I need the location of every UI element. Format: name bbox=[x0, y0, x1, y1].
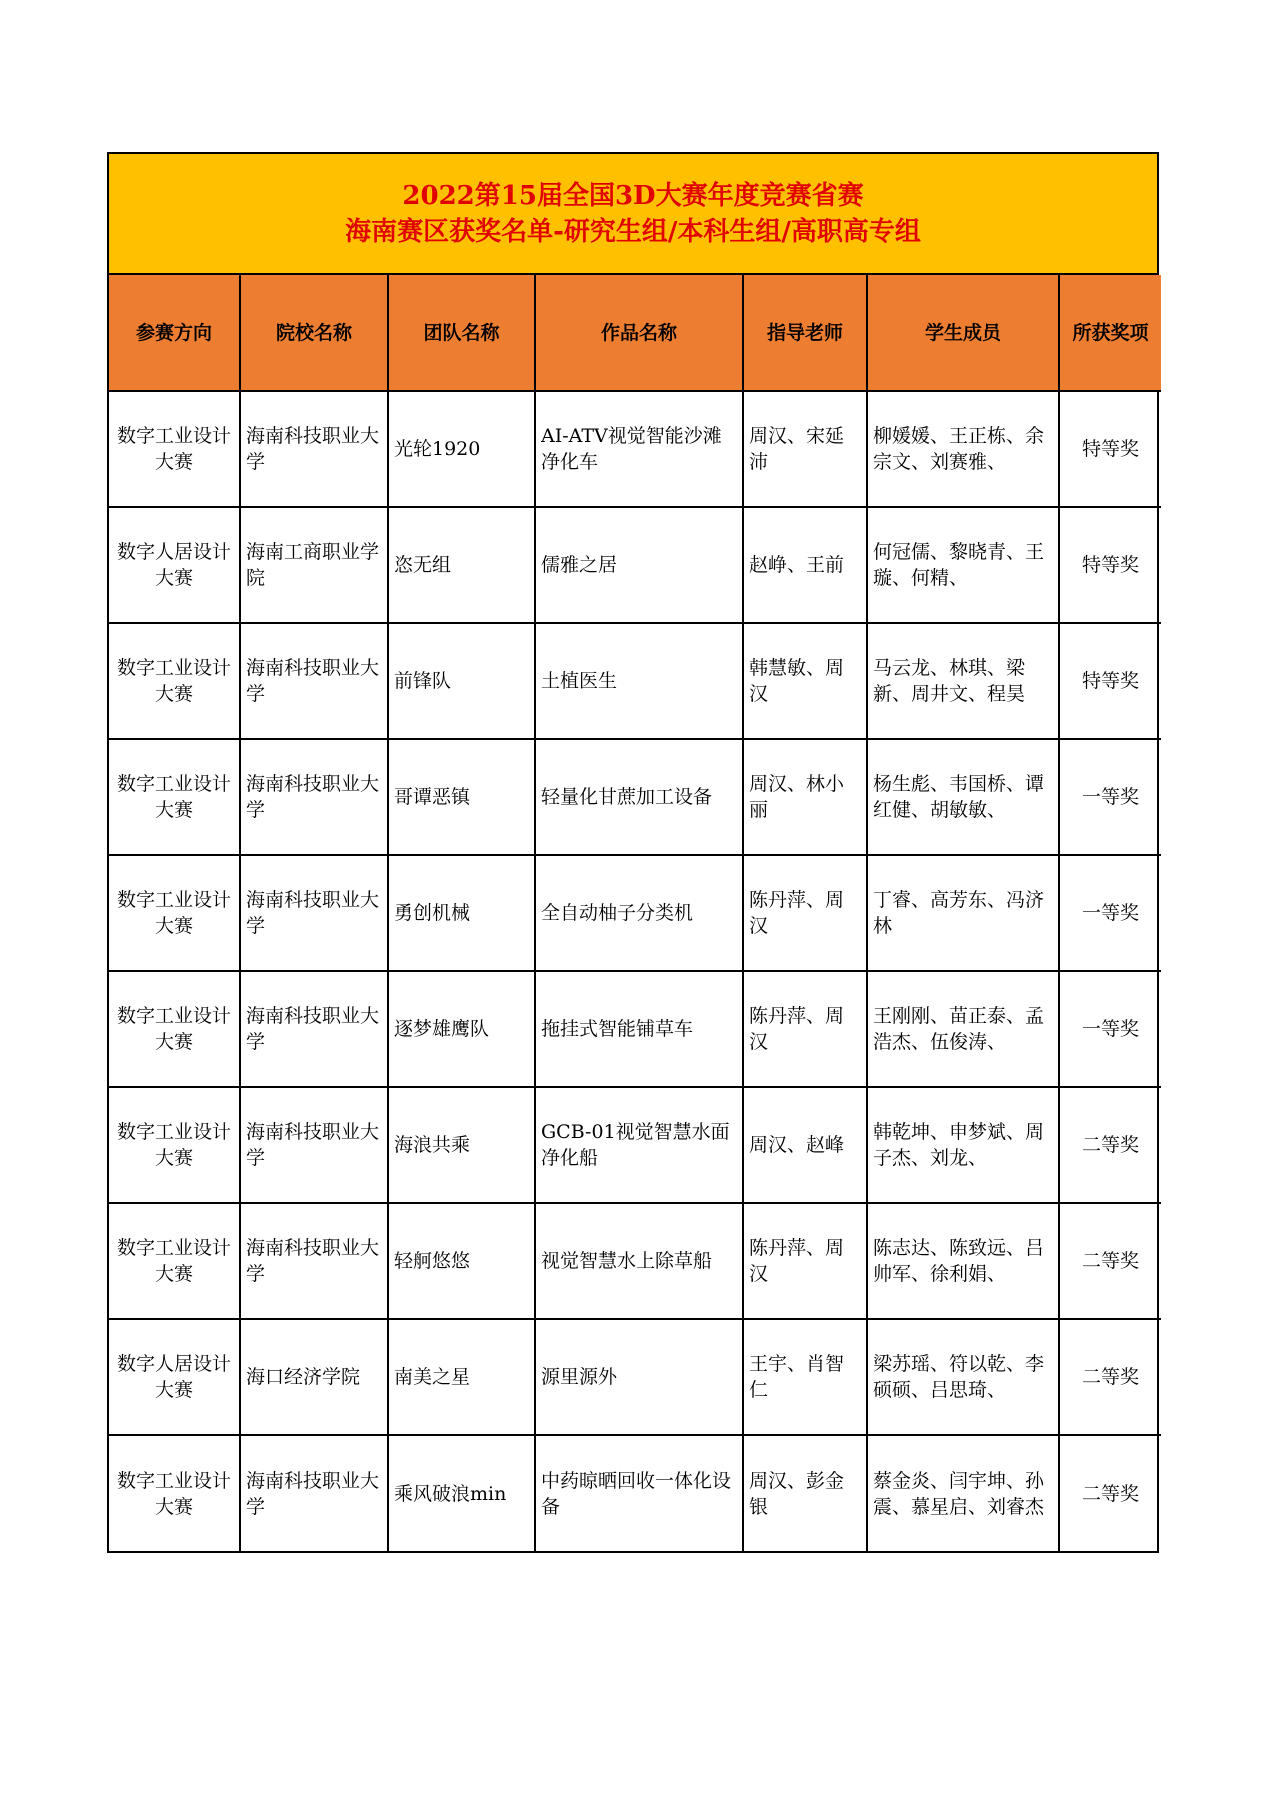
cell-school bbox=[240, 391, 388, 507]
header-team: 团队名称 bbox=[388, 275, 535, 391]
cell-teacher-text: 陈丹萍、周汉 bbox=[749, 1005, 845, 1053]
cell-teacher-text: 赵峥、王前 bbox=[749, 554, 845, 576]
cell-team bbox=[388, 507, 535, 623]
cell-team bbox=[388, 855, 535, 971]
cell-work-text: 中药晾晒回收一体化设备 bbox=[541, 1469, 732, 1518]
cell-award bbox=[1059, 507, 1161, 623]
cell-students-text: 王刚刚、苗正泰、孟浩杰、伍俊涛、 bbox=[873, 1005, 1045, 1053]
award-list-sheet bbox=[107, 152, 1159, 1553]
title-line-1: 2022第15届全国3D大赛年度竞赛省赛 bbox=[402, 180, 864, 211]
cell-team-text: 轻舸悠悠 bbox=[394, 1250, 471, 1272]
cell-teacher bbox=[743, 739, 867, 855]
cell-direction bbox=[109, 507, 240, 623]
cell-direction-text: 数字人居设计大赛 bbox=[116, 541, 231, 589]
cell-school-text: 海口经济学院 bbox=[246, 1366, 361, 1388]
table-row bbox=[109, 391, 1161, 507]
cell-teacher-text: 陈丹萍、周汉 bbox=[749, 1237, 845, 1285]
cell-teacher-text: 王宇、肖智仁 bbox=[749, 1353, 845, 1401]
cell-teacher-text: 韩慧敏、周汉 bbox=[749, 657, 845, 705]
header-school: 院校名称 bbox=[240, 275, 388, 391]
cell-school-text: 海南科技职业大学 bbox=[246, 773, 380, 821]
cell-direction bbox=[109, 1435, 240, 1551]
cell-students-text: 何冠儒、黎晓青、王璇、何精、 bbox=[873, 541, 1045, 589]
cell-direction-text: 数字人居设计大赛 bbox=[116, 1353, 231, 1401]
cell-work-text: 拖挂式智能铺草车 bbox=[541, 1018, 694, 1040]
cell-school-text: 海南科技职业大学 bbox=[246, 1469, 380, 1518]
cell-school bbox=[240, 1435, 388, 1551]
cell-team-text: 前锋队 bbox=[394, 670, 452, 692]
cell-work-text: 土植医生 bbox=[541, 670, 618, 692]
cell-students-text: 丁睿、高芳东、冯济林 bbox=[873, 889, 1045, 937]
cell-teacher bbox=[743, 1319, 867, 1435]
cell-students bbox=[867, 1435, 1059, 1551]
cell-team-text: 哥谭恶镇 bbox=[394, 786, 471, 808]
table-row bbox=[109, 507, 1161, 623]
cell-award-text: 特等奖 bbox=[1081, 670, 1139, 692]
cell-work bbox=[535, 855, 743, 971]
cell-school-text: 海南科技职业大学 bbox=[246, 889, 380, 937]
cell-teacher bbox=[743, 1087, 867, 1203]
cell-award-text: 一等奖 bbox=[1081, 902, 1139, 924]
cell-school bbox=[240, 507, 388, 623]
table-row bbox=[109, 739, 1161, 855]
cell-students-text: 梁苏瑶、符以乾、李硕硕、吕思琦、 bbox=[873, 1353, 1045, 1401]
cell-award-text: 一等奖 bbox=[1081, 786, 1139, 808]
cell-team bbox=[388, 391, 535, 507]
cell-direction bbox=[109, 1319, 240, 1435]
cell-award-text: 特等奖 bbox=[1081, 438, 1139, 460]
cell-students-text: 马云龙、林琪、梁新、周井文、程昊 bbox=[873, 657, 1026, 705]
cell-direction bbox=[109, 391, 240, 507]
cell-students-text: 蔡金炎、闫宇坤、孙震、慕星启、刘睿杰 bbox=[873, 1469, 1045, 1518]
cell-work bbox=[535, 623, 743, 739]
cell-direction-text: 数字工业设计大赛 bbox=[116, 425, 231, 473]
header-direction: 参赛方向 bbox=[109, 275, 240, 391]
cell-work bbox=[535, 507, 743, 623]
cell-team bbox=[388, 1319, 535, 1435]
cell-work-text: GCB-01视觉智慧水面净化船 bbox=[541, 1121, 730, 1169]
cell-students bbox=[867, 855, 1059, 971]
cell-students bbox=[867, 1203, 1059, 1319]
cell-students-text: 韩乾坤、申梦斌、周子杰、刘龙、 bbox=[873, 1121, 1045, 1169]
cell-work-text: 全自动柚子分类机 bbox=[541, 902, 694, 924]
cell-students bbox=[867, 623, 1059, 739]
cell-teacher-text: 周汉、彭金银 bbox=[749, 1469, 845, 1518]
sheet-title bbox=[109, 154, 1157, 275]
cell-direction bbox=[109, 855, 240, 971]
cell-team bbox=[388, 1203, 535, 1319]
cell-school bbox=[240, 971, 388, 1087]
cell-direction bbox=[109, 1087, 240, 1203]
cell-award bbox=[1059, 623, 1161, 739]
header-work: 作品名称 bbox=[535, 275, 743, 391]
cell-team-text: 逐梦雄鹰队 bbox=[394, 1018, 490, 1040]
cell-team-text: 海浪共乘 bbox=[394, 1134, 471, 1156]
cell-students-text: 杨生彪、韦国桥、谭红健、胡敏敏、 bbox=[873, 773, 1045, 821]
cell-teacher-text: 周汉、赵峰 bbox=[749, 1134, 845, 1156]
cell-school-text: 海南科技职业大学 bbox=[246, 657, 380, 705]
cell-direction-text: 数字工业设计大赛 bbox=[116, 1469, 231, 1518]
cell-teacher bbox=[743, 1435, 867, 1551]
cell-teacher bbox=[743, 971, 867, 1087]
cell-students bbox=[867, 1319, 1059, 1435]
cell-school-text: 海南科技职业大学 bbox=[246, 1005, 380, 1053]
cell-school-text: 海南科技职业大学 bbox=[246, 425, 380, 473]
cell-students bbox=[867, 739, 1059, 855]
cell-award-text: 特等奖 bbox=[1081, 554, 1139, 576]
table-body bbox=[109, 391, 1161, 1551]
cell-award-text: 二等奖 bbox=[1081, 1366, 1139, 1388]
cell-work bbox=[535, 739, 743, 855]
cell-work bbox=[535, 971, 743, 1087]
cell-school bbox=[240, 1087, 388, 1203]
cell-direction bbox=[109, 1203, 240, 1319]
header-award: 所获奖项 bbox=[1059, 275, 1161, 391]
cell-work bbox=[535, 1087, 743, 1203]
cell-teacher bbox=[743, 507, 867, 623]
cell-team-text: 南美之星 bbox=[394, 1366, 471, 1388]
cell-award-text: 二等奖 bbox=[1081, 1482, 1139, 1505]
header-row bbox=[109, 275, 1161, 391]
cell-work-text: 轻量化甘蔗加工设备 bbox=[541, 786, 713, 808]
cell-school-text: 海南科技职业大学 bbox=[246, 1121, 380, 1169]
cell-students bbox=[867, 507, 1059, 623]
table-row bbox=[109, 855, 1161, 971]
cell-award-text: 二等奖 bbox=[1081, 1250, 1139, 1272]
table-row bbox=[109, 1319, 1161, 1435]
cell-award bbox=[1059, 1087, 1161, 1203]
award-table bbox=[109, 275, 1161, 1551]
table-row bbox=[109, 1087, 1161, 1203]
cell-award bbox=[1059, 739, 1161, 855]
cell-school-text: 海南工商职业学院 bbox=[246, 541, 380, 589]
cell-teacher-text: 周汉、林小丽 bbox=[749, 773, 845, 821]
cell-team bbox=[388, 971, 535, 1087]
cell-students-text: 柳媛媛、王正栋、余宗文、刘赛雅、 bbox=[873, 425, 1045, 473]
cell-team bbox=[388, 739, 535, 855]
cell-work-text: AI-ATV视觉智能沙滩净化车 bbox=[541, 425, 722, 473]
cell-work bbox=[535, 1203, 743, 1319]
cell-award-text: 一等奖 bbox=[1081, 1018, 1139, 1040]
cell-teacher-text: 陈丹萍、周汉 bbox=[749, 889, 845, 937]
cell-direction-text: 数字工业设计大赛 bbox=[116, 1237, 231, 1285]
cell-direction bbox=[109, 739, 240, 855]
header-students: 学生成员 bbox=[867, 275, 1059, 391]
cell-team-text: 恣无组 bbox=[394, 554, 452, 576]
title-line-2: 海南赛区获奖名单-研究生组/本科生组/高职高专组 bbox=[345, 216, 921, 247]
cell-team-text: 勇创机械 bbox=[394, 902, 471, 924]
cell-school bbox=[240, 855, 388, 971]
cell-students bbox=[867, 1087, 1059, 1203]
cell-work bbox=[535, 391, 743, 507]
cell-award bbox=[1059, 1203, 1161, 1319]
cell-school bbox=[240, 1319, 388, 1435]
cell-team bbox=[388, 1435, 535, 1551]
cell-school-text: 海南科技职业大学 bbox=[246, 1237, 380, 1285]
cell-team bbox=[388, 623, 535, 739]
cell-teacher bbox=[743, 391, 867, 507]
header-teacher: 指导老师 bbox=[743, 275, 867, 391]
cell-school bbox=[240, 623, 388, 739]
cell-work-text: 儒雅之居 bbox=[541, 554, 618, 576]
cell-teacher bbox=[743, 1203, 867, 1319]
cell-teacher bbox=[743, 855, 867, 971]
cell-direction-text: 数字工业设计大赛 bbox=[116, 657, 231, 705]
table-row bbox=[109, 971, 1161, 1087]
cell-award bbox=[1059, 1319, 1161, 1435]
cell-direction-text: 数字工业设计大赛 bbox=[116, 889, 231, 937]
cell-award bbox=[1059, 1435, 1161, 1551]
cell-award bbox=[1059, 855, 1161, 971]
cell-school bbox=[240, 1203, 388, 1319]
cell-students bbox=[867, 391, 1059, 507]
cell-award bbox=[1059, 971, 1161, 1087]
cell-students bbox=[867, 971, 1059, 1087]
cell-award-text: 二等奖 bbox=[1081, 1134, 1139, 1156]
table-row bbox=[109, 1435, 1161, 1551]
cell-teacher-text: 周汉、宋延沛 bbox=[749, 425, 845, 473]
cell-team-text: 光轮1920 bbox=[394, 438, 481, 460]
cell-team-text: 乘风破浪min bbox=[394, 1482, 507, 1505]
cell-work bbox=[535, 1435, 743, 1551]
cell-team bbox=[388, 1087, 535, 1203]
cell-award bbox=[1059, 391, 1161, 507]
table-row bbox=[109, 623, 1161, 739]
cell-direction-text: 数字工业设计大赛 bbox=[116, 773, 231, 821]
cell-direction-text: 数字工业设计大赛 bbox=[116, 1121, 231, 1169]
table-row bbox=[109, 1203, 1161, 1319]
cell-teacher bbox=[743, 623, 867, 739]
cell-direction bbox=[109, 623, 240, 739]
cell-work bbox=[535, 1319, 743, 1435]
cell-work-text: 视觉智慧水上除草船 bbox=[541, 1250, 713, 1272]
cell-direction bbox=[109, 971, 240, 1087]
cell-work-text: 源里源外 bbox=[541, 1366, 618, 1388]
cell-school bbox=[240, 739, 388, 855]
cell-students-text: 陈志达、陈致远、吕帅军、徐利娟、 bbox=[873, 1237, 1045, 1285]
cell-direction-text: 数字工业设计大赛 bbox=[116, 1005, 231, 1053]
